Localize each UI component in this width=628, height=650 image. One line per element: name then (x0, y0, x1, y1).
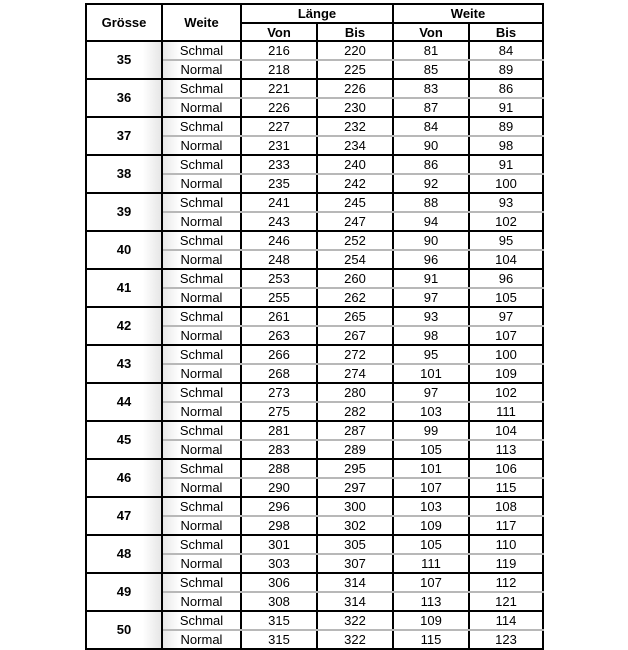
width-value: Normal (162, 250, 241, 269)
width-value: Schmal (162, 459, 241, 478)
width-to-value: 117 (469, 516, 543, 535)
width-to-value: 97 (469, 307, 543, 326)
width-from-value: 107 (393, 478, 469, 497)
length-to-value: 314 (317, 592, 393, 611)
length-to-value: 242 (317, 174, 393, 193)
length-from-value: 281 (241, 421, 317, 440)
length-to-value: 280 (317, 383, 393, 402)
width-value: Schmal (162, 497, 241, 516)
width-to-value: 109 (469, 364, 543, 383)
width-from-value: 109 (393, 611, 469, 630)
width-to-value: 115 (469, 478, 543, 497)
width-from-value: 91 (393, 269, 469, 288)
length-to-value: 225 (317, 60, 393, 79)
width-from-value: 105 (393, 440, 469, 459)
width-value: Normal (162, 402, 241, 421)
width-value: Schmal (162, 383, 241, 402)
size-value: 35 (86, 41, 162, 79)
width-from-value: 90 (393, 231, 469, 250)
width-to-value: 96 (469, 269, 543, 288)
length-from-value: 283 (241, 440, 317, 459)
table-row (86, 231, 543, 250)
width-to-value: 111 (469, 402, 543, 421)
width-value: Normal (162, 326, 241, 345)
width-from-value: 97 (393, 383, 469, 402)
width-from-value: 111 (393, 554, 469, 573)
width-to-value: 95 (469, 231, 543, 250)
header-width-from: Von (393, 23, 469, 41)
width-value: Normal (162, 364, 241, 383)
width-to-value: 106 (469, 459, 543, 478)
width-from-value: 101 (393, 364, 469, 383)
table-row (86, 573, 543, 592)
length-to-value: 272 (317, 345, 393, 364)
length-to-value: 302 (317, 516, 393, 535)
length-from-value: 231 (241, 136, 317, 155)
width-value: Normal (162, 60, 241, 79)
length-from-value: 243 (241, 212, 317, 231)
length-to-value: 267 (317, 326, 393, 345)
length-from-value: 246 (241, 231, 317, 250)
table-row (86, 497, 543, 516)
length-to-value: 297 (317, 478, 393, 497)
width-value: Schmal (162, 193, 241, 212)
length-from-value: 241 (241, 193, 317, 212)
length-to-value: 230 (317, 98, 393, 117)
header-length-to: Bis (317, 23, 393, 41)
width-to-value: 100 (469, 345, 543, 364)
width-to-value: 102 (469, 212, 543, 231)
width-to-value: 119 (469, 554, 543, 573)
width-value: Schmal (162, 41, 241, 60)
width-from-value: 103 (393, 402, 469, 421)
width-to-value: 113 (469, 440, 543, 459)
size-value: 36 (86, 79, 162, 117)
width-to-value: 98 (469, 136, 543, 155)
length-to-value: 245 (317, 193, 393, 212)
length-from-value: 315 (241, 630, 317, 649)
width-from-value: 86 (393, 155, 469, 174)
size-value: 43 (86, 345, 162, 383)
length-from-value: 275 (241, 402, 317, 421)
width-from-value: 96 (393, 250, 469, 269)
table-row (86, 269, 543, 288)
length-from-value: 290 (241, 478, 317, 497)
width-value: Schmal (162, 345, 241, 364)
width-value: Schmal (162, 611, 241, 630)
header-width: Weite (162, 4, 241, 41)
width-to-value: 91 (469, 155, 543, 174)
header-size: Grösse (86, 4, 162, 41)
width-value: Schmal (162, 155, 241, 174)
width-to-value: 110 (469, 535, 543, 554)
table-row (86, 117, 543, 136)
width-from-value: 98 (393, 326, 469, 345)
length-from-value: 308 (241, 592, 317, 611)
length-to-value: 314 (317, 573, 393, 592)
width-value: Normal (162, 478, 241, 497)
size-value: 50 (86, 611, 162, 649)
table-row (86, 611, 543, 630)
width-from-value: 95 (393, 345, 469, 364)
length-from-value: 315 (241, 611, 317, 630)
size-value: 38 (86, 155, 162, 193)
width-to-value: 91 (469, 98, 543, 117)
length-from-value: 227 (241, 117, 317, 136)
size-value: 45 (86, 421, 162, 459)
length-from-value: 216 (241, 41, 317, 60)
width-to-value: 89 (469, 117, 543, 136)
length-from-value: 306 (241, 573, 317, 592)
width-to-value: 114 (469, 611, 543, 630)
width-to-value: 107 (469, 326, 543, 345)
length-to-value: 232 (317, 117, 393, 136)
length-from-value: 253 (241, 269, 317, 288)
length-to-value: 289 (317, 440, 393, 459)
width-value: Normal (162, 440, 241, 459)
table-body (86, 41, 543, 649)
length-from-value: 221 (241, 79, 317, 98)
width-from-value: 93 (393, 307, 469, 326)
width-to-value: 104 (469, 250, 543, 269)
length-from-value: 303 (241, 554, 317, 573)
length-from-value: 218 (241, 60, 317, 79)
size-value: 40 (86, 231, 162, 269)
width-value: Normal (162, 288, 241, 307)
width-to-value: 105 (469, 288, 543, 307)
width-value: Schmal (162, 269, 241, 288)
length-from-value: 268 (241, 364, 317, 383)
size-value: 46 (86, 459, 162, 497)
table-row (86, 345, 543, 364)
width-value: Schmal (162, 421, 241, 440)
length-from-value: 255 (241, 288, 317, 307)
length-to-value: 252 (317, 231, 393, 250)
length-from-value: 263 (241, 326, 317, 345)
width-from-value: 103 (393, 497, 469, 516)
length-from-value: 296 (241, 497, 317, 516)
width-to-value: 104 (469, 421, 543, 440)
size-table (85, 3, 544, 650)
length-to-value: 274 (317, 364, 393, 383)
width-from-value: 83 (393, 79, 469, 98)
width-from-value: 109 (393, 516, 469, 535)
table-row (86, 421, 543, 440)
width-from-value: 94 (393, 212, 469, 231)
width-from-value: 101 (393, 459, 469, 478)
width-value: Schmal (162, 535, 241, 554)
table-row (86, 79, 543, 98)
width-value: Normal (162, 592, 241, 611)
width-to-value: 93 (469, 193, 543, 212)
table-row (86, 41, 543, 60)
width-from-value: 84 (393, 117, 469, 136)
length-to-value: 322 (317, 611, 393, 630)
length-from-value: 266 (241, 345, 317, 364)
width-to-value: 84 (469, 41, 543, 60)
width-to-value: 86 (469, 79, 543, 98)
header-length-from: Von (241, 23, 317, 41)
width-to-value: 123 (469, 630, 543, 649)
length-to-value: 287 (317, 421, 393, 440)
width-to-value: 108 (469, 497, 543, 516)
length-to-value: 262 (317, 288, 393, 307)
width-to-value: 89 (469, 60, 543, 79)
size-value: 49 (86, 573, 162, 611)
length-to-value: 282 (317, 402, 393, 421)
size-value: 41 (86, 269, 162, 307)
table-row (86, 307, 543, 326)
width-to-value: 102 (469, 383, 543, 402)
size-chart (85, 3, 544, 650)
header-width-group: Weite (393, 4, 543, 23)
width-to-value: 112 (469, 573, 543, 592)
width-value: Normal (162, 212, 241, 231)
length-to-value: 265 (317, 307, 393, 326)
width-to-value: 100 (469, 174, 543, 193)
width-value: Schmal (162, 79, 241, 98)
length-from-value: 261 (241, 307, 317, 326)
width-value: Schmal (162, 307, 241, 326)
width-value: Normal (162, 516, 241, 535)
size-value: 42 (86, 307, 162, 345)
length-from-value: 226 (241, 98, 317, 117)
size-value: 48 (86, 535, 162, 573)
width-to-value: 121 (469, 592, 543, 611)
width-from-value: 99 (393, 421, 469, 440)
size-value: 44 (86, 383, 162, 421)
width-value: Schmal (162, 231, 241, 250)
length-from-value: 233 (241, 155, 317, 174)
table-row (86, 383, 543, 402)
size-value: 47 (86, 497, 162, 535)
width-value: Schmal (162, 573, 241, 592)
width-from-value: 88 (393, 193, 469, 212)
length-to-value: 226 (317, 79, 393, 98)
width-value: Normal (162, 136, 241, 155)
width-from-value: 87 (393, 98, 469, 117)
width-from-value: 81 (393, 41, 469, 60)
width-value: Normal (162, 630, 241, 649)
table-row (86, 535, 543, 554)
header-width-to: Bis (469, 23, 543, 41)
length-to-value: 220 (317, 41, 393, 60)
width-value: Normal (162, 174, 241, 193)
length-to-value: 254 (317, 250, 393, 269)
length-from-value: 235 (241, 174, 317, 193)
length-to-value: 240 (317, 155, 393, 174)
length-from-value: 301 (241, 535, 317, 554)
width-from-value: 107 (393, 573, 469, 592)
width-value: Schmal (162, 117, 241, 136)
length-to-value: 305 (317, 535, 393, 554)
length-from-value: 248 (241, 250, 317, 269)
width-from-value: 85 (393, 60, 469, 79)
length-from-value: 298 (241, 516, 317, 535)
width-value: Normal (162, 98, 241, 117)
width-from-value: 90 (393, 136, 469, 155)
width-from-value: 113 (393, 592, 469, 611)
width-value: Normal (162, 554, 241, 573)
length-to-value: 260 (317, 269, 393, 288)
size-value: 39 (86, 193, 162, 231)
header-length-group: Länge (241, 4, 393, 23)
length-to-value: 322 (317, 630, 393, 649)
width-from-value: 115 (393, 630, 469, 649)
length-to-value: 307 (317, 554, 393, 573)
table-row (86, 193, 543, 212)
length-to-value: 300 (317, 497, 393, 516)
length-from-value: 288 (241, 459, 317, 478)
length-from-value: 273 (241, 383, 317, 402)
width-from-value: 92 (393, 174, 469, 193)
length-to-value: 234 (317, 136, 393, 155)
width-from-value: 105 (393, 535, 469, 554)
length-to-value: 295 (317, 459, 393, 478)
width-from-value: 97 (393, 288, 469, 307)
table-row (86, 155, 543, 174)
length-to-value: 247 (317, 212, 393, 231)
table-row (86, 459, 543, 478)
size-value: 37 (86, 117, 162, 155)
